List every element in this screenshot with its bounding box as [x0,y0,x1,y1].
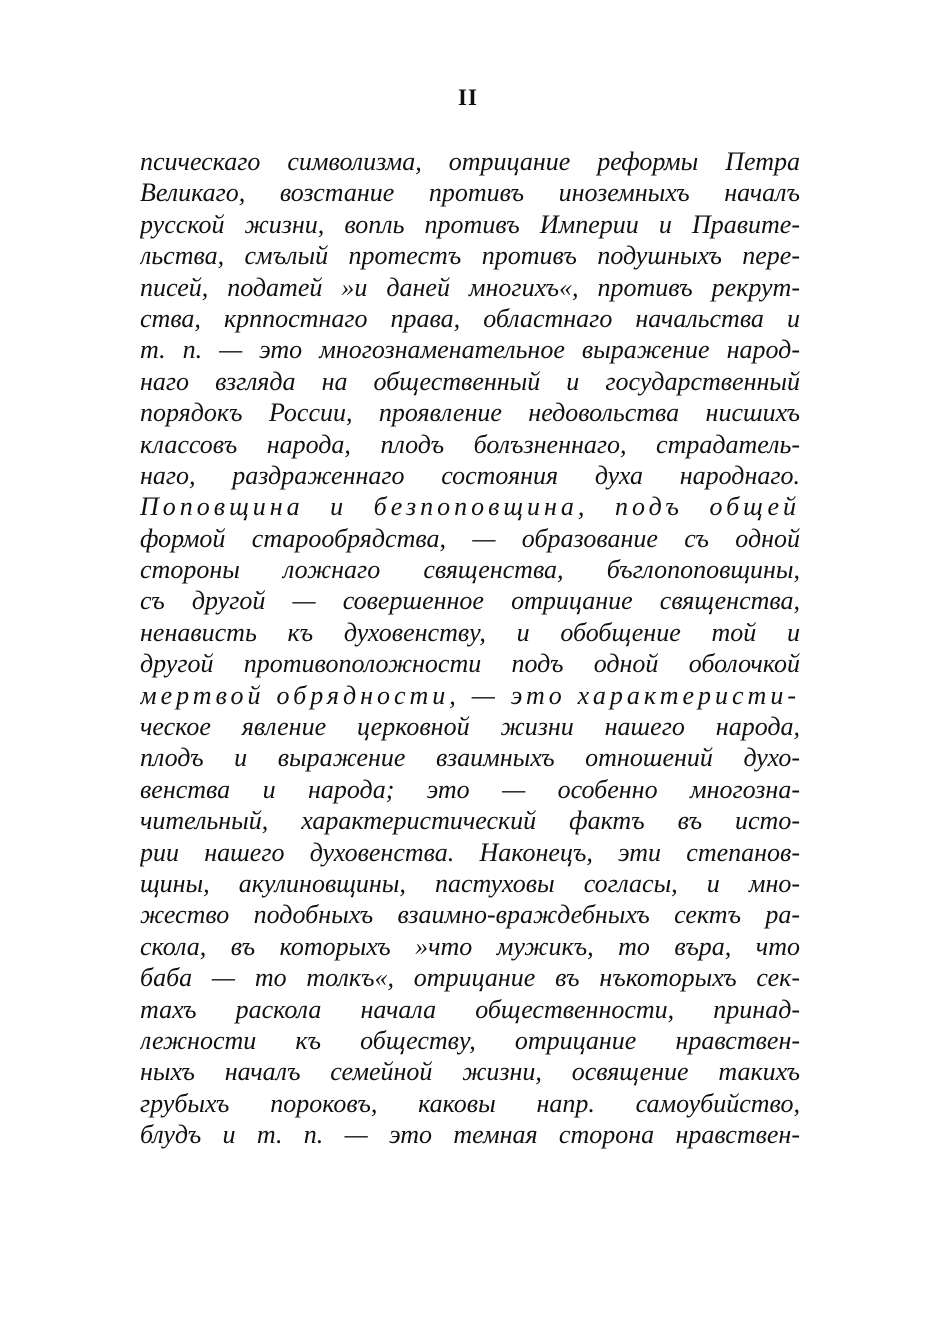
text-line: скола, въ которыхъ »что мужикъ, то въра, что [140,931,800,961]
text-line: баба — то толкъ«, отрицание въ нъкоторыхъ сек- [140,963,800,993]
text-line: формой старообрядства, — образование съ одной [140,523,800,553]
text-line: блудъ и т. п. — это темная сторона нравствен- [140,1120,800,1150]
text-line: другой противоположности подъ одной оболочкой [140,649,800,679]
text-line: ства, крппостнаго права, областнаго начальства и [140,303,800,333]
text-line: рии нашего духовенства. Наконецъ, эти степанов- [140,837,800,867]
text-line: ненависть къ духовенству, и обобщение той и [140,617,800,647]
text-line: т. п. — это многознаменательное выражение народ- [140,335,800,365]
text-line: ческое явление церковной жизни нашего народа, [140,712,800,742]
page-number: II [458,85,478,110]
text-line: венства и народа; это — особенно многозна- [140,774,800,804]
text-line: тахъ раскола начала общественности, принад- [140,994,800,1024]
text-line: псическаго символизма, отрицание реформы Петра [140,147,800,176]
text-line: мертвой обрядности, — это характеристи- [140,680,800,710]
text-line: русской жизни, вопль противъ Империи и Правите- [140,209,800,239]
text-line: щины, акулиновщины, пастуховы согласы, и мно- [140,868,800,898]
text-line: лежности къ обществу, отрицание нравствен- [140,1025,800,1055]
page-body-text [140,146,800,1151]
text-line: наго взгляда на общественный и государственный [140,366,800,396]
text-line: классовъ народа, плодъ болъзненнаго, страдатель- [140,429,800,459]
text-line: плодъ и выражение взаимныхъ отношений духо- [140,743,800,773]
text-line: Поповщина и безпоповщина, подъ общей [140,492,800,522]
text-line: наго, раздраженнаго состояния духа народнаго. [140,460,800,490]
text-line: льства, смълый протестъ противъ подушныхъ пере- [140,241,800,271]
text-line: грубыхъ пороковъ, каковы напр. самоубийство, [140,1088,800,1118]
text-line: писей, податей »и даней многихъ«, противъ рекрут- [140,272,800,302]
text-line: ныхъ началъ семейной жизни, освящение такихъ [140,1057,800,1087]
text-line: съ другой — совершенное отрицание священства, [140,586,800,616]
text-line: Великаго, возстание противъ иноземныхъ началъ [140,178,800,208]
text-line: чительный, характеристический фактъ въ исто- [140,806,800,836]
text-line: жество подобныхъ взаимно-враждебныхъ сектъ ра- [140,900,800,930]
text-line: порядокъ России, проявление недовольства нисшихъ [140,398,800,428]
text-line: стороны ложнаго священства, бъглопоповщины, [140,555,800,585]
